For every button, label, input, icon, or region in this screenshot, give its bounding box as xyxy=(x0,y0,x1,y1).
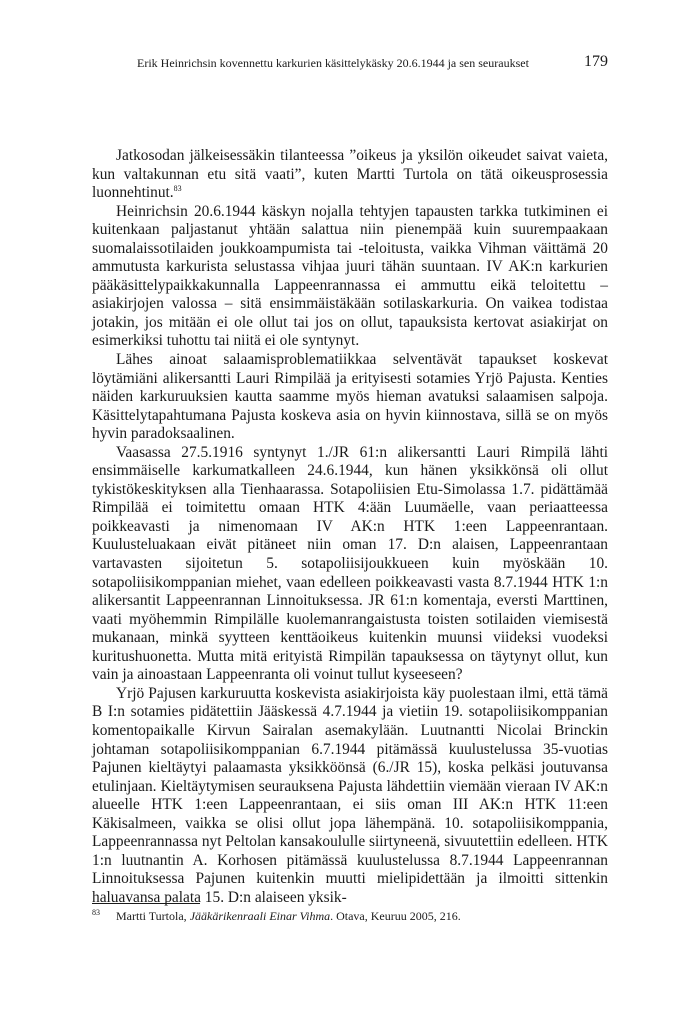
paragraph-4: Vaasassa 27.5.1916 syntynyt 1./JR 61:n alikersantti Lauri Rimpilä lähti ensimmäiselle karkumatkalleen 24.6.1944, kun hänen yksikkönsä oli ollut tykistökeskityksen alla Tienhaarassa. Sotapoliisien Etu-Simolassa 1.7. pidättämää Rimpilää ei toimitettu omaan HTK 4:ään Luumäelle, vaan periaatteessa poikkeavasti ja nimenomaan IV AK:n HTK 1:een Lappeenrantaan. Kuulusteluakaan eivät pitäneet niin oman 17. D:n alaisen, Lappeenrantaan vartavasten sijoitetun 5. sotapoliisijoukkueen kuin myöskään 10. sotapoliisikomppanian miehet, vaan edelleen poikkeavasti vasta 8.7.1944 HTK 1:n alikersantit Lappeenrannan Linnoituksessa. JR 61:n komentaja, eversti Marttinen, vaati myöhemmin Rimpilälle kuolemanrangaistusta toisten sotilaiden viemisestä mukanaan, minkä syytteen kenttäoikeus kuitenkin muunsi viideksi vuodeksi kuritushuonetta. Mutta mitä erityistä Rimpilän tapauksessa on täytynyt ollut, kun vain ja ainoastaan Lappeenranta oli voinut tullut kyseeseen? xyxy=(92,443,608,684)
paragraph-2: Heinrichsin 20.6.1944 käskyn nojalla tehtyjen tapausten tarkka tutkiminen ei kuitenkaan paljastanut yhtään salattua niin pienempää kuin suurempaakaan suomalaissotilaiden joukkoampumista tai -teloitusta, vaikka Vihman väittämä 20 ammutusta karkurista selustassa vihjaa juuri tähän suuntaan. IV AK:n karkurien pääkäsittelypaikkakunnalla Lappeenrannassa ei ammuttu eikä teloitettu – asiakirjojen valossa – sitä ensimmäistäkään sotilaskarkuria. On vaikea todistaa jotakin, jos mitään ei ole ollut tai jos on ollut, tapauksista kertovat asiakirjat on esimerkiksi tuhottu tai niitä ei ole syntynyt. xyxy=(92,202,608,350)
paragraph-5: Yrjö Pajusen karkuruutta koskevista asiakirjoista käy puolestaan ilmi, että tämä B I:n sotamies pidätettiin Jääskessä 4.7.1944 ja vietiin 19. sotapoliisikomppanian komentopaikalle Kirvun Sairalan asemakylään. Luutnantti Nicolai Brinckin johtaman sotapoliisikomppanian 6.7.1944 pitämässä kuulustelussa 35-vuotias Pajunen kieltäytyi palaamasta yksikköönsä (6./JR 15), koska pelkäsi joutuvansa etulinjaan. Kieltäytymisen seurauksena Pajusta lähdettiin viemään vieraan IV AK:n alueelle HTK 1:een Lappeenrantaan, ei siis oman III AK:n HTK 11:een Käkisalmeen, vaikka se olisi ollut jopa lähempänä. 10. sotapoliisikomppania, Lappeenrannassa nyt Peltolan kansakoululle siirtyneenä, sivuutettiin edelleen. HTK 1:n luutnantin A. Korhosen pitämässä kuulustelussa 8.7.1944 Lappeenrannan Linnoituksessa Pajunen kuitenkin muutti mielipidettään ja ilmoitti sittenkin haluavansa palata 15. D:n alaiseen yksik- xyxy=(92,684,608,906)
footnote: 83 Martti Turtola, Jääkärikenraali Einar Vihma. Otava, Keuruu 2005, 216. xyxy=(92,908,461,923)
running-title: Erik Heinrichsin kovennettu karkurien käsittelykäsky 20.6.1944 ja sen seuraukset xyxy=(137,56,529,70)
paragraph-1-text: Jatkosodan jälkeisessäkin tilanteessa ”oikeus ja yksilön oikeudet saivat vaieta, kun valtakunnan etu sitä vaati”, kuten Martti Turtola on tätä oikeusprosessia luonnehtinut. xyxy=(92,147,608,202)
footnote-publication: . Otava, Keuruu 2005, 216. xyxy=(330,909,461,923)
body-text xyxy=(92,147,608,907)
paragraph-1 xyxy=(92,147,608,203)
footnote-reference[interactable]: 83 xyxy=(173,183,182,193)
page-number: 179 xyxy=(584,53,608,70)
footnote-author: Martti Turtola, xyxy=(116,909,190,923)
footnote-divider xyxy=(92,903,200,904)
running-header xyxy=(92,53,608,73)
footnote-title: Jääkärikenraali Einar Vihma xyxy=(189,909,331,923)
paragraph-3: Lähes ainoat salaamisproblematiikkaa selventävät tapaukset koskevat löytämiäni alikersantti Lauri Rimpilää ja erityisesti sotamies Yrjö Pajusta. Kenties näiden karkuruuksien kautta saamme myös hieman avatuksi salaamisen salpoja. Käsittelytapahtumana Pajusta koskeva asia on hyvin kiinnostava, sillä se on myös hyvin paradoksaalinen. xyxy=(92,351,608,443)
